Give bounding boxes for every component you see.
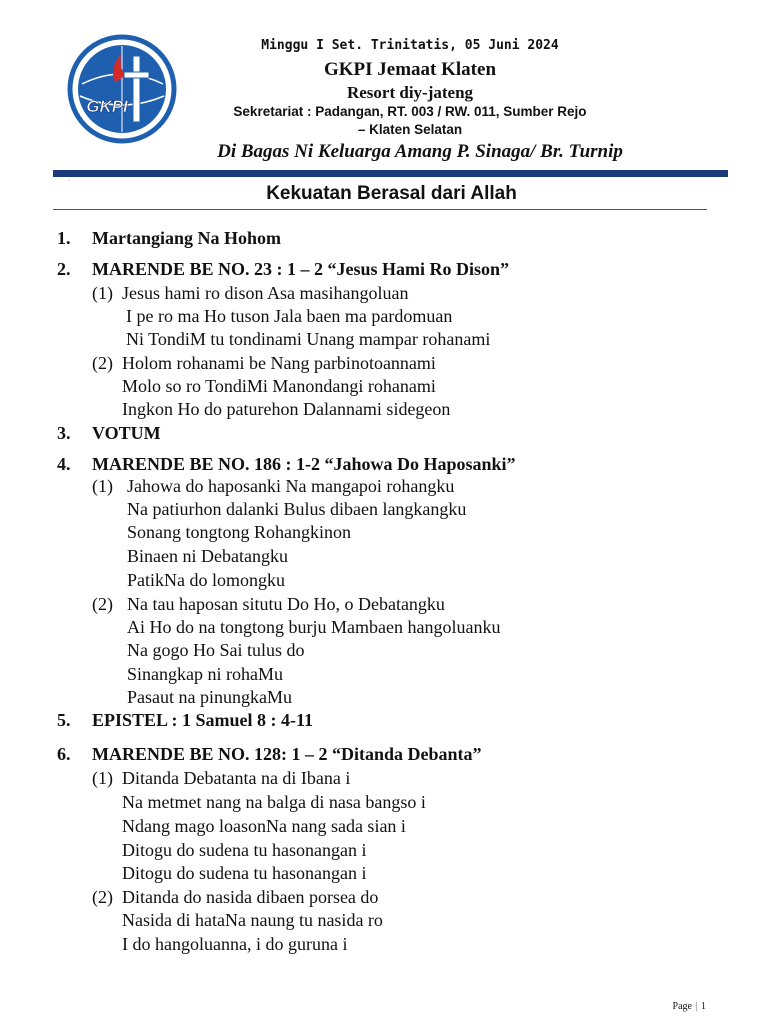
verse-line: Na metmet nang na balga di nasa bangso i	[122, 792, 426, 812]
page-word: Page	[672, 1001, 692, 1012]
verse-line: Na gogo Ho Sai tulus do	[127, 640, 305, 660]
secretariat-line-2: – Klaten Selatan	[357, 122, 463, 137]
verse-line: Jesus hami ro dison Asa masihangoluan	[122, 283, 409, 303]
venue-line: Di Bagas Ni Keluarga Amang P. Sinaga/ Br. Turnip	[217, 141, 623, 162]
item-heading: MARENDE BE NO. 128: 1 – 2 “Ditanda Debanta”	[92, 744, 482, 764]
item-number: 2.	[57, 259, 71, 279]
verse-line: Ditogu do sudena tu hasonangan i	[122, 863, 367, 883]
item-number: 6.	[57, 744, 71, 764]
verse-line: Pasaut na pinungkaMu	[127, 687, 292, 707]
verse-line: PatikNa do lomongku	[127, 570, 285, 590]
date-line: Minggu I Set. Trinitatis, 05 Juni 2024	[261, 38, 559, 53]
verse-label: (1)	[92, 476, 113, 496]
secretariat-line-1: Sekretariat : Padangan, RT. 003 / RW. 011, Sumber Rejo	[233, 104, 587, 119]
verse-line: Na patiurhon dalanki Bulus dibaen langkangku	[127, 499, 467, 519]
page-title: Kekuatan Berasal dari Allah	[266, 183, 517, 204]
svg-text:GKPI: GKPI	[86, 97, 128, 116]
verse-line: Ditanda Debatanta na di Ibana i	[122, 768, 351, 788]
page-footer	[673, 1001, 706, 1012]
verse-line: Nasida di hataNa naung tu nasida ro	[122, 910, 383, 930]
resort-name: Resort diy-jateng	[346, 83, 474, 102]
footer-separator: |	[692, 1001, 700, 1012]
item-heading: EPISTEL : 1 Samuel 8 : 4-11	[92, 710, 314, 730]
verse-line: Ingkon Ho do paturehon Dalannami sidegeon	[122, 399, 451, 419]
verse-line: Ditogu do sudena tu hasonangan i	[122, 840, 367, 860]
verse-line: Molo so ro TondiMi Manondangi rohanami	[122, 376, 436, 396]
item-heading: VOTUM	[92, 423, 161, 443]
title-underline	[53, 209, 707, 210]
gkpi-logo	[67, 34, 177, 144]
item-number: 3.	[57, 423, 71, 443]
church-name: GKPI Jemaat Klaten	[323, 59, 497, 80]
verse-line: Ndang mago loasonNa nang sada sian i	[122, 816, 406, 836]
verse-line: Binaen ni Debatangku	[127, 546, 288, 566]
verse-label: (2)	[92, 887, 113, 907]
verse-label: (2)	[92, 594, 113, 614]
verse-line: Jahowa do haposanki Na mangapoi rohangku	[127, 476, 455, 496]
item-heading: MARENDE BE NO. 23 : 1 – 2 “Jesus Hami Ro Dison”	[92, 259, 510, 279]
item-number: 1.	[57, 228, 71, 248]
verse-label: (2)	[92, 353, 113, 373]
item-number: 4.	[57, 454, 71, 474]
verse-line: Ni TondiM tu tondinami Unang mampar rohanami	[126, 329, 491, 349]
verse-label: (1)	[92, 768, 113, 788]
verse-line: Ditanda do nasida dibaen porsea do	[122, 887, 379, 907]
verse-label: (1)	[92, 283, 113, 303]
verse-line: Na tau haposan situtu Do Ho, o Debatangku	[127, 594, 445, 614]
verse-line: Sonang tongtong Rohangkinon	[127, 522, 351, 542]
verse-line: I do hangoluanna, i do guruna i	[122, 934, 348, 954]
verse-line: Ai Ho do na tongtong burju Mambaen hangoluanku	[127, 617, 501, 637]
item-number: 5.	[57, 710, 71, 730]
divider-dot: ·	[68, 178, 70, 184]
header-divider	[53, 170, 728, 177]
verse-line: Holom rohanami be Nang parbinotoannami	[122, 353, 436, 373]
item-heading: Martangiang Na Hohom	[92, 228, 281, 248]
verse-line: I pe ro ma Ho tuson Jala baen ma pardomuan	[126, 306, 453, 326]
verse-line: Sinangkap ni rohaMu	[127, 664, 283, 684]
page-number: 1	[701, 1001, 706, 1012]
item-heading: MARENDE BE NO. 186 : 1-2 “Jahowa Do Haposanki”	[92, 454, 516, 474]
